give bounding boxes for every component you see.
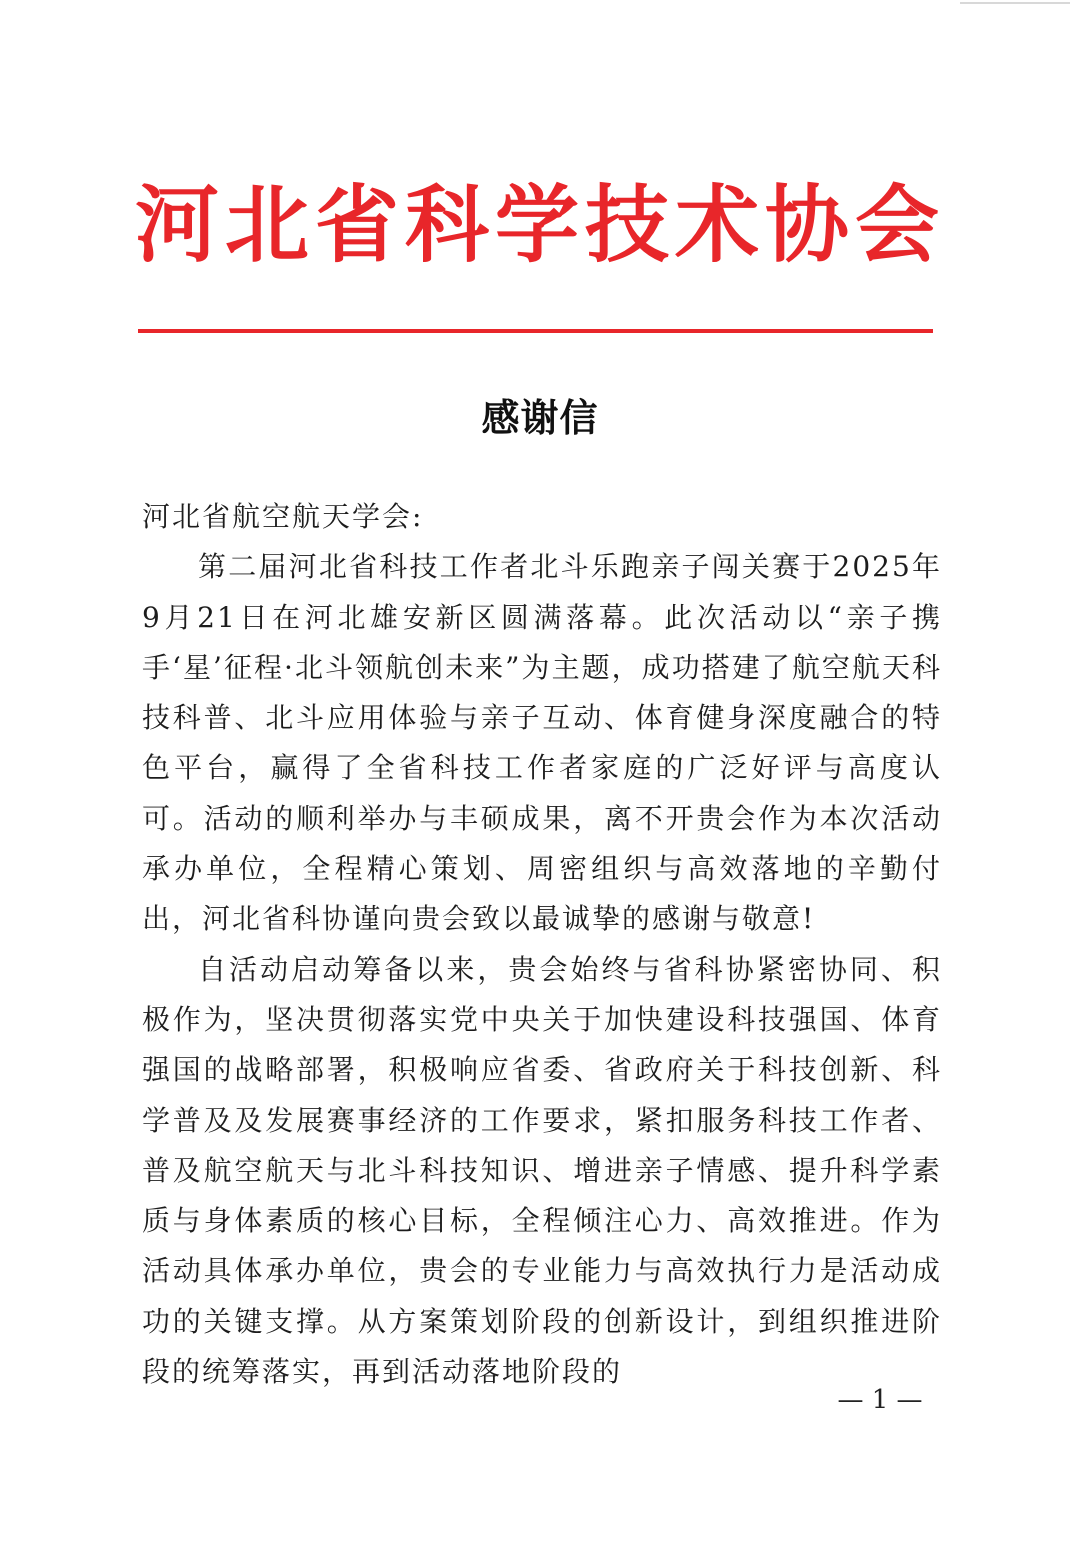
page-number: — 1 — xyxy=(837,1385,923,1415)
scan-edge-mark xyxy=(960,2,1070,4)
body-paragraph-2: 自活动启动筹备以来，贵会始终与省科协紧密协同、积极作为，坚决贯彻落实党中央关于加快建设科技强国、体育强国的战略部署，积极响应省委、省政府关于科技创新、科学普及及发展赛事经济的工作要求，紧扣服务科技工作者、普及航空航天与北斗科技知识、增进亲子情感、提升科学素质与身体素质的核心目标，全程倾注心力、高效推进。作为活动具体承办单位，贵会的专业能力与高效执行力是活动成功的关键支撑。从方案策划阶段的创新设计，到组织推进阶段的统筹落实，再到活动落地阶段的 xyxy=(142,952,942,1389)
header-divider xyxy=(138,329,933,333)
salutation: 河北省航空航天学会: xyxy=(142,500,424,533)
letter-body xyxy=(142,492,942,1397)
body-paragraph-1: 第二届河北省科技工作者北斗乐跑亲子闯关赛于2025年9月21日在河北雄安新区圆满落幕。此次活动以“亲子携手‘星’征程·北斗领航创未来”为主题，成功搭建了航空航天科技科普、北斗应用体验与亲子互动、体育健身深度融合的特色平台，赢得了全省科技工作者家庭的广泛好评与高度认可。活动的顺利举办与丰硕成果，离不开贵会作为本次活动承办单位，全程精心策划、周密组织与高效落地的辛勤付出，河北省科协谨向贵会致以最诚挚的感谢与敬意! xyxy=(142,550,942,936)
organization-header: 河北省科学技术协会 xyxy=(134,175,945,274)
document-title: 感谢信 xyxy=(481,396,599,440)
